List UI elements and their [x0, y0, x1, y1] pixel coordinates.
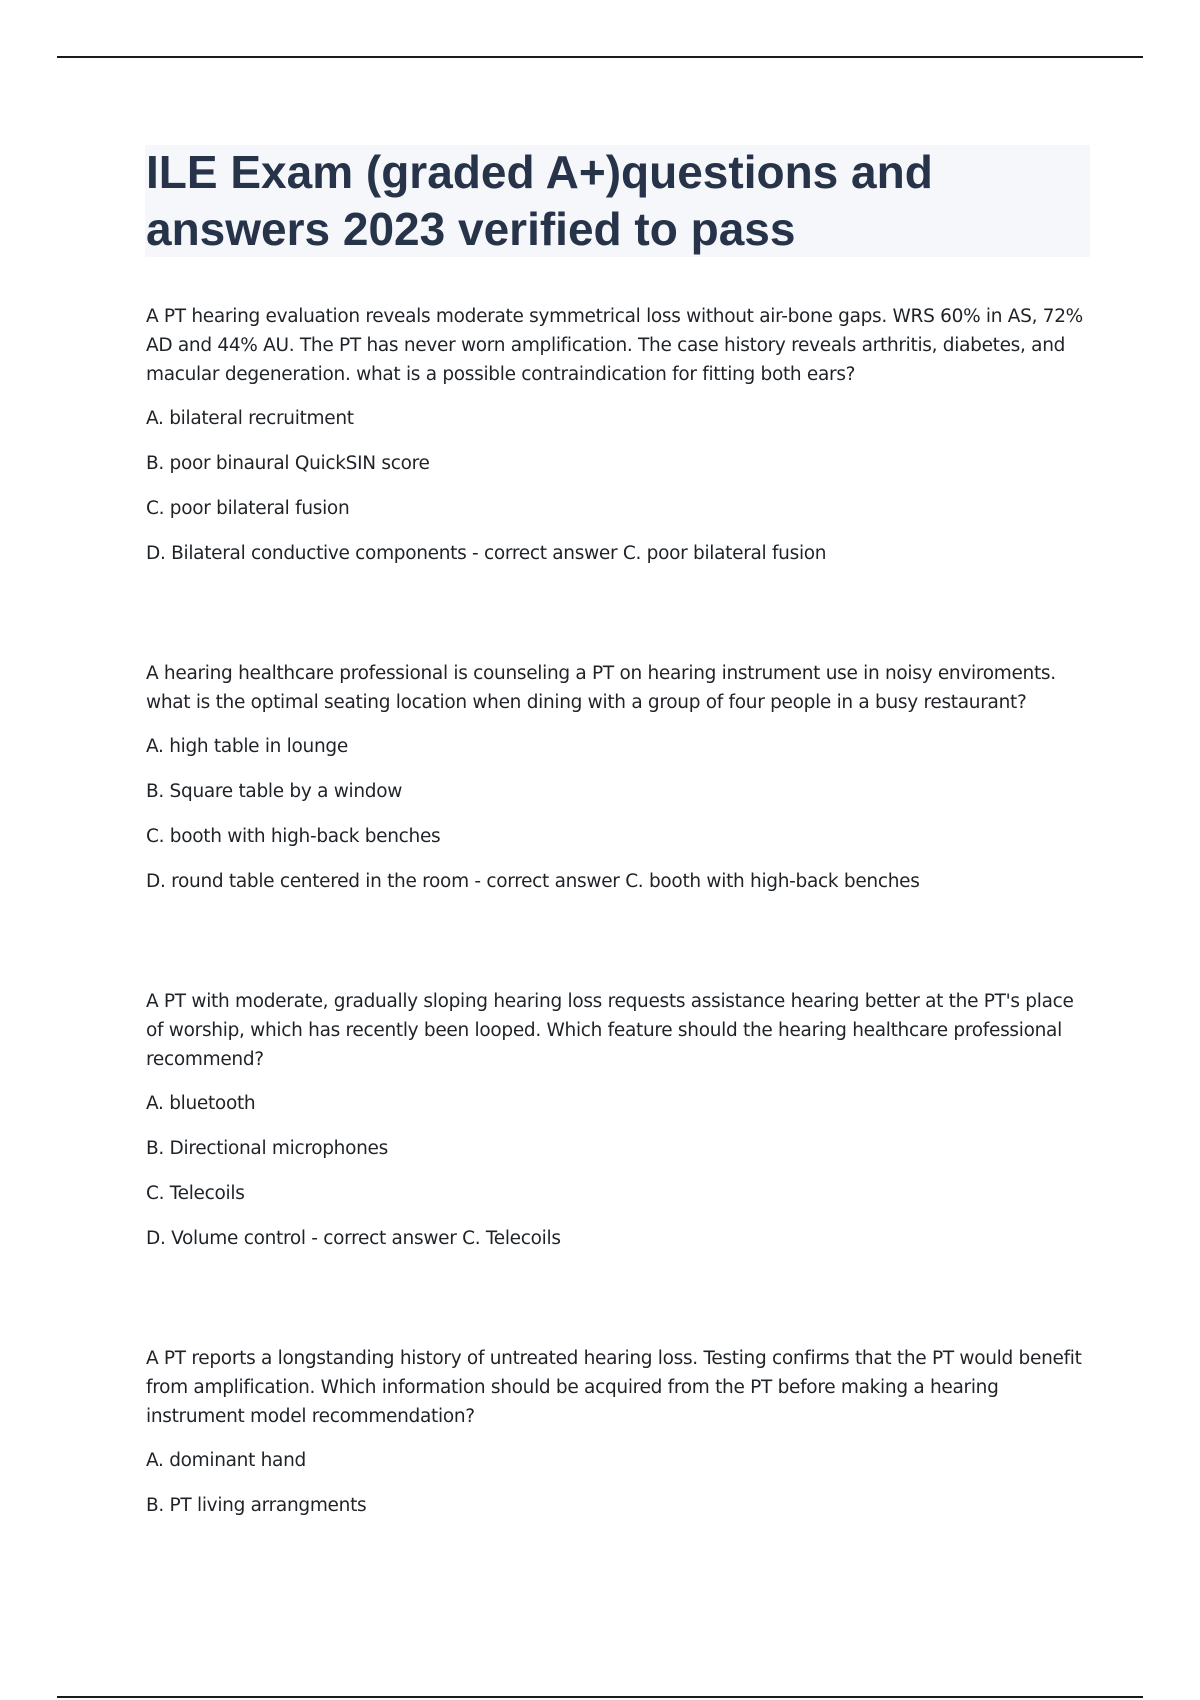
question-block: [146, 302, 1094, 568]
answer-option: A. bluetooth: [146, 1093, 256, 1114]
answer-option: A. bilateral recruitment: [146, 408, 354, 429]
bottom-divider: [57, 1696, 1143, 1698]
answer-options: [146, 404, 1094, 568]
answer-option: B. PT living arrangments: [146, 1495, 367, 1516]
question-text: A PT with moderate, gradually sloping hearing loss requests assistance hearing better at the PT's place of worship, which has recently been looped. Which feature should the hearing healthcare professional recommend?: [146, 991, 1074, 1070]
answer-option: C. booth with high-back benches: [146, 826, 441, 847]
answer-option: A. dominant hand: [146, 1450, 306, 1471]
answer-option: D. Volume control - correct answer C. Telecoils: [146, 1228, 561, 1249]
question-list: [146, 302, 1094, 1611]
answer-option: B. poor binaural QuickSIN score: [146, 453, 430, 474]
answer-options: [146, 732, 1094, 896]
question-block: [146, 659, 1094, 896]
answer-option: B. Directional microphones: [146, 1138, 388, 1159]
answer-option: C. Telecoils: [146, 1183, 245, 1204]
answer-options: [146, 1089, 1094, 1253]
question-text: A PT hearing evaluation reveals moderate symmetrical loss without air-bone gaps. WRS 60% in AS, 72% AD and 44% AU. The PT has never worn amplification. The case history reveals arthritis, diabetes, and macular degeneration. what is a possible contraindication for fitting both ears?: [146, 306, 1083, 385]
top-divider: [57, 56, 1143, 58]
question-text: A PT reports a longstanding history of untreated hearing loss. Testing confirms that the PT would benefit from amplification. Which information should be acquired from the PT before making a hearing instrument model recommendation?: [146, 1348, 1082, 1427]
question-block: [146, 1344, 1094, 1520]
document-title: ILE Exam (graded A+)questions and answers 2023 verified to pass: [146, 146, 933, 255]
answer-options: [146, 1446, 1094, 1520]
answer-option: B. Square table by a window: [146, 781, 403, 802]
answer-option: C. poor bilateral fusion: [146, 498, 350, 519]
answer-option: A. high table in lounge: [146, 736, 348, 757]
answer-option: D. round table centered in the room - correct answer C. booth with high-back benches: [146, 871, 920, 892]
question-text: A hearing healthcare professional is counseling a PT on hearing instrument use in noisy enviroments. what is the optimal seating location when dining with a group of four people in a busy restaurant?: [146, 663, 1056, 713]
question-block: [146, 987, 1094, 1253]
answer-option: D. Bilateral conductive components - correct answer C. poor bilateral fusion: [146, 543, 827, 564]
